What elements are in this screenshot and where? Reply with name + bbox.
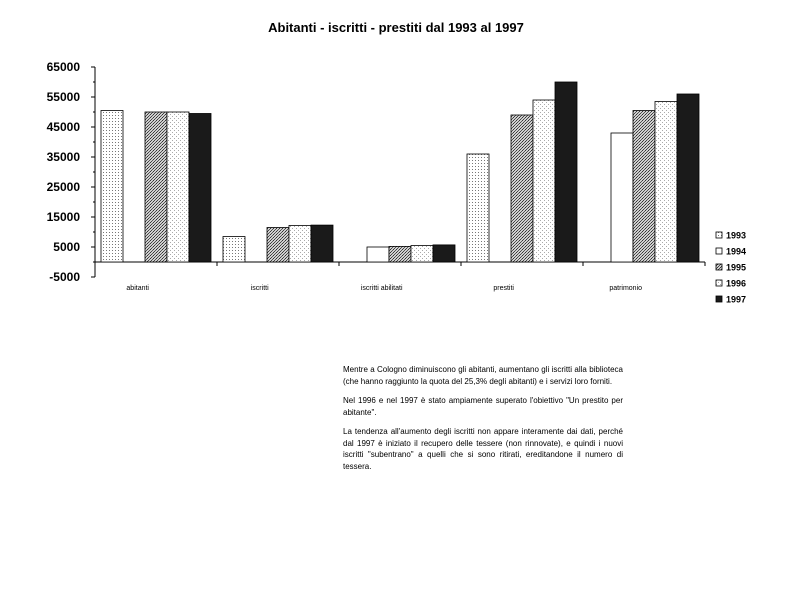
legend-swatch-1997 bbox=[716, 296, 722, 302]
bar-1993-prestiti bbox=[467, 154, 489, 262]
bar-1994-patrimonio bbox=[611, 133, 633, 262]
bar-1993-iscritti bbox=[223, 237, 245, 263]
bar-1997-patrimonio bbox=[677, 94, 699, 262]
bar-1996-iscritti-abilitati bbox=[411, 246, 433, 263]
y-tick-label: 25000 bbox=[46, 180, 80, 194]
legend-label-1995: 1995 bbox=[726, 262, 747, 273]
y-tick-label: 45000 bbox=[46, 120, 80, 134]
legend-swatch-1995 bbox=[716, 264, 722, 270]
description-text bbox=[343, 364, 623, 480]
legend-label-1997: 1997 bbox=[726, 294, 747, 305]
bar-1995-patrimonio bbox=[633, 111, 655, 263]
bar-1996-iscritti bbox=[289, 225, 311, 262]
legend-label-1993: 1993 bbox=[726, 230, 747, 241]
bar-1997-prestiti bbox=[555, 82, 577, 262]
chart-title: Abitanti - iscritti - prestiti dal 1993 al 1997 bbox=[268, 20, 524, 35]
bar-1994-iscritti-abilitati bbox=[367, 247, 389, 262]
legend bbox=[716, 231, 746, 305]
legend-swatch-1996 bbox=[716, 280, 722, 286]
bar-1995-abitanti bbox=[145, 112, 167, 262]
bar-1997-abitanti bbox=[189, 114, 211, 263]
legend-swatch-1994 bbox=[716, 248, 722, 254]
description-paragraph-1: Mentre a Cologno diminuiscono gli abitanti, aumentano gli iscritti alla biblioteca (che hanno raggiunto la quota del 25,3% degli abitanti) e i servizi loro forniti. bbox=[343, 365, 623, 386]
labels bbox=[126, 285, 642, 292]
category-label: abitanti bbox=[126, 285, 149, 292]
bar-1996-prestiti bbox=[533, 100, 555, 262]
category-label: iscritti bbox=[250, 285, 269, 292]
y-tick-label: 5000 bbox=[53, 240, 80, 254]
description-paragraph-3: La tendenza all'aumento degli iscritti non appare interamente dai dati, perché dal 1997 è iniziato il recupero delle tessere (non rinnovate), e quindi i nuovi iscritti "subentrano" a quelli che si sono ritirati, ereditandone il numero di tessera. bbox=[343, 427, 623, 471]
bar-1995-prestiti bbox=[511, 115, 533, 262]
category-label: patrimonio bbox=[609, 285, 643, 292]
category-label: iscritti abilitati bbox=[360, 285, 403, 292]
category-label: prestiti bbox=[493, 285, 515, 292]
y-tick-label: 35000 bbox=[46, 150, 80, 164]
y-tick-label: -5000 bbox=[49, 270, 80, 284]
bar-1996-patrimonio bbox=[655, 102, 677, 263]
bar-1995-iscritti bbox=[267, 228, 289, 263]
description-paragraph-2: Nel 1996 e nel 1997 è stato ampiamente superato l'obiettivo "Un prestito per abitante". bbox=[343, 396, 623, 417]
legend-label-1994: 1994 bbox=[726, 246, 747, 257]
legend-label-1996: 1996 bbox=[726, 278, 747, 289]
bar-1993-abitanti bbox=[101, 111, 123, 263]
bar-1997-iscritti bbox=[311, 225, 333, 262]
bar-1997-iscritti-abilitati bbox=[433, 245, 455, 262]
bar-1995-iscritti-abilitati bbox=[389, 246, 411, 262]
y-tick-label: 15000 bbox=[46, 210, 80, 224]
legend-swatch-1993 bbox=[716, 232, 722, 238]
bar-1996-abitanti bbox=[167, 112, 189, 262]
y-tick-label: 65000 bbox=[46, 60, 80, 74]
bars bbox=[101, 82, 699, 262]
y-tick-label: 55000 bbox=[46, 90, 80, 104]
